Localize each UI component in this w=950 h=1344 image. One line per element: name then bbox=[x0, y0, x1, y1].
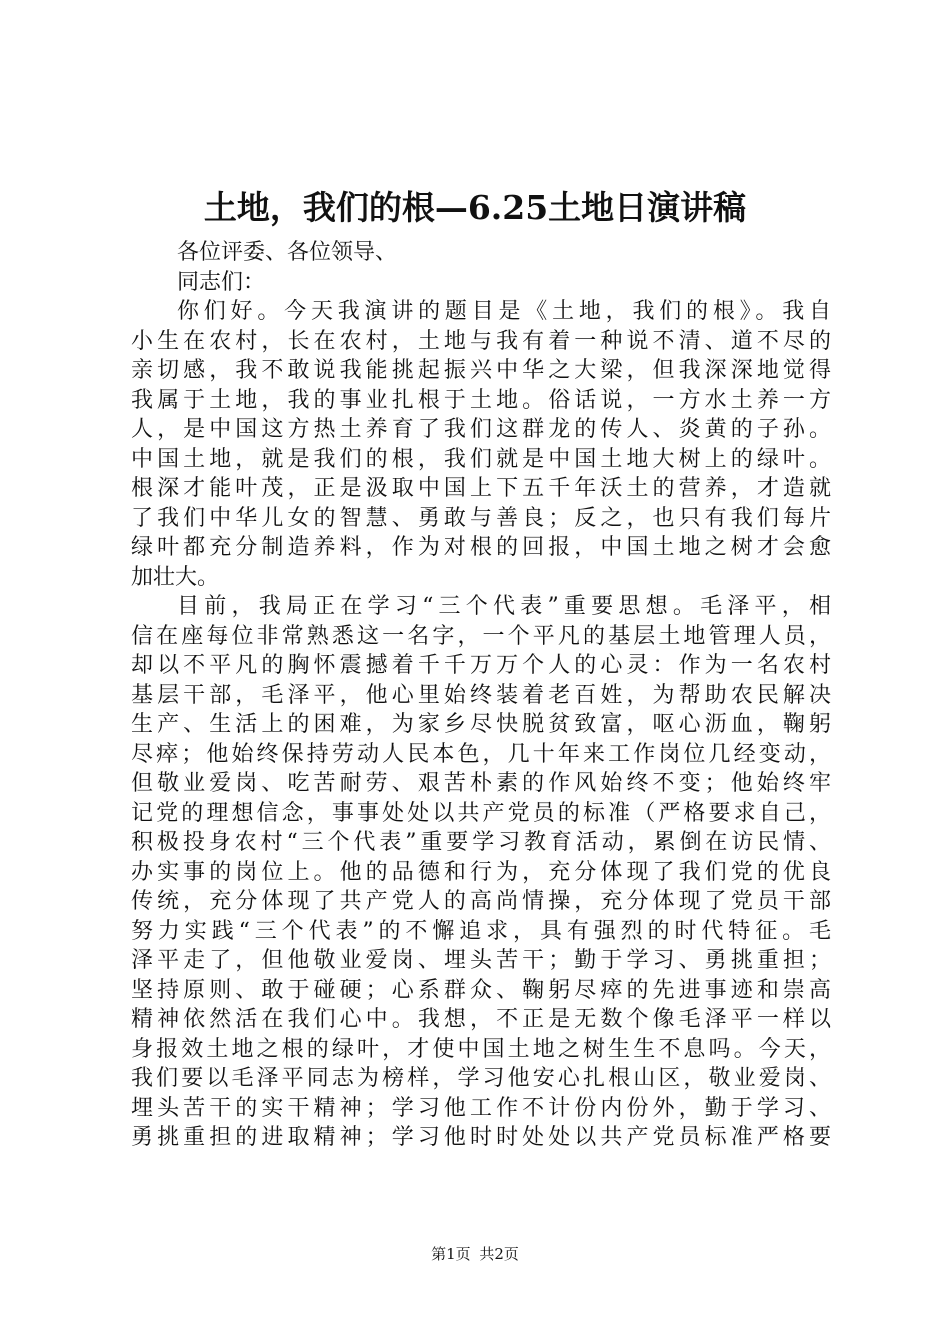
text-line: 努力实践“三个代表”的不懈追求，具有强烈的时代特征。毛 bbox=[131, 918, 831, 944]
text-line: 我们要以毛泽平同志为榜样，学习他安心扎根山区，敬业爱岗、 bbox=[131, 1066, 831, 1091]
text-line: 亲切感，我不敢说我能挑起振兴中华之大梁，但我深深地觉得 bbox=[131, 358, 831, 383]
page-footer bbox=[0, 1244, 950, 1264]
text-line: 加壮大。 bbox=[131, 564, 220, 590]
text-line: 尽瘁；他始终保持劳动人民本色，几十年来工作岗位几经变动， bbox=[131, 741, 831, 767]
text-line: 传统，充分体现了共产党人的高尚情操，充分体现了党员干部 bbox=[131, 889, 831, 914]
text-line: 各位评委、各位领导、 bbox=[177, 240, 398, 265]
text-line: 勇挑重担的进取精神；学习他时时处处以共产党员标准严格要 bbox=[131, 1125, 831, 1150]
speech-body bbox=[131, 238, 831, 1153]
text-line: 人，是中国这方热土养育了我们这群龙的传人、炎黄的子孙。 bbox=[131, 417, 831, 442]
text-line: 了我们中华儿女的智慧、勇敢与善良；反之，也只有我们每片 bbox=[131, 505, 831, 531]
text-line: 坚持原则、敢于碰硬；心系群众、鞠躬尽瘁的先进事迹和崇高 bbox=[131, 977, 831, 1003]
text-line: 办实事的岗位上。他的品德和行为，充分体现了我们党的优良 bbox=[131, 859, 831, 885]
text-line: 基层干部，毛泽平，他心里始终装着老百姓，为帮助农民解决 bbox=[131, 682, 831, 708]
text-line: 积极投身农村“三个代表”重要学习教育活动，累倒在访民情、 bbox=[131, 830, 831, 855]
text-line: 根深才能叶茂，正是汲取中国上下五千年沃土的营养，才造就 bbox=[131, 476, 831, 501]
page-number: 第1页 bbox=[431, 1245, 471, 1263]
text-line: 却以不平凡的胸怀震撼着千千万万个人的心灵：作为一名农村 bbox=[131, 653, 831, 678]
text-line: 中国土地，就是我们的根，我们就是中国土地大树上的绿叶。 bbox=[131, 446, 831, 472]
text-line: 你们好。今天我演讲的题目是《土地，我们的根》。我自 bbox=[177, 299, 831, 324]
page-title: 土地，我们的根—6.25土地日演讲稿 bbox=[203, 188, 747, 227]
text-line: 目前，我局正在学习“三个代表”重要思想。毛泽平，相 bbox=[177, 594, 831, 619]
page-total: 共2页 bbox=[479, 1245, 519, 1263]
text-line: 小生在农村，长在农村，土地与我有着一种说不清、道不尽的 bbox=[131, 328, 831, 354]
text-line: 身报效土地之根的绿叶，才使中国土地之树生生不息吗。今天， bbox=[131, 1036, 831, 1062]
text-line: 但敬业爱岗、吃苦耐劳、艰苦朴素的作风始终不变；他始终牢 bbox=[131, 771, 831, 796]
text-line: 我属于土地，我的事业扎根于土地。俗话说，一方水土养一方 bbox=[131, 387, 831, 413]
text-line: 同志们： bbox=[177, 269, 266, 295]
text-line: 精神依然活在我们心中。我想，不正是无数个像毛泽平一样以 bbox=[131, 1007, 831, 1032]
text-line: 记党的理想信念，事事处处以共产党员的标准（严格要求自己， bbox=[131, 800, 831, 826]
text-line: 埋头苦干的实干精神；学习他工作不计份内份外，勤于学习、 bbox=[131, 1095, 831, 1121]
text-line: 绿叶都充分制造养料，作为对根的回报，中国土地之树才会愈 bbox=[131, 535, 831, 560]
text-line: 泽平走了，但他敬业爱岗、埋头苦干；勤于学习、勇挑重担； bbox=[131, 948, 831, 973]
text-line: 信在座每位非常熟悉这一名字，一个平凡的基层土地管理人员， bbox=[131, 623, 831, 649]
text-line: 生产、生活上的困难，为家乡尽快脱贫致富，呕心沥血，鞠躬 bbox=[131, 712, 831, 737]
